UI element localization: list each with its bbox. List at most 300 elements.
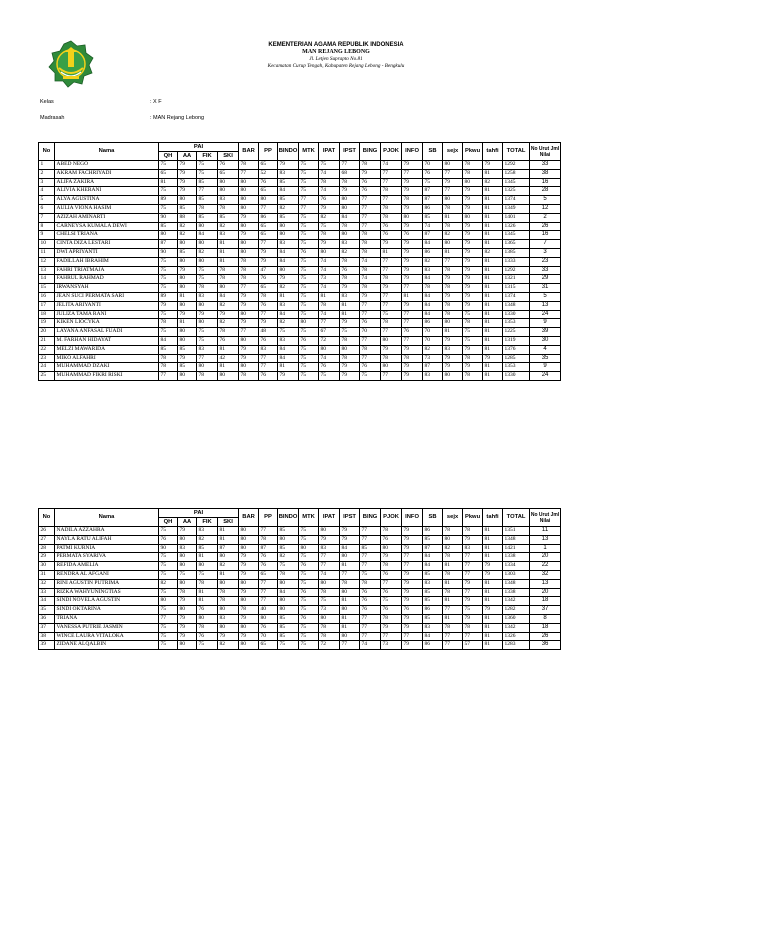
cell-bar: 80	[239, 187, 259, 196]
cell-bing: 77	[360, 354, 381, 363]
cell-pjok: 79	[381, 284, 402, 293]
cell-bindo: 80	[278, 222, 299, 231]
cell-tahfi: 81	[483, 597, 503, 606]
cell-sejx: 80	[443, 319, 463, 328]
cell-qh: 75	[159, 310, 178, 319]
cell-fik: 83	[197, 345, 218, 354]
cell-sejx: 81	[443, 213, 463, 222]
cell-total: 1353	[503, 363, 530, 372]
header-ipst: IPST	[340, 143, 360, 161]
cell-tahfi: 81	[483, 310, 503, 319]
cell-ipat: 74	[319, 187, 340, 196]
cell-qh: 85	[159, 222, 178, 231]
cell-no: 6	[39, 204, 55, 213]
cell-qh: 75	[159, 527, 178, 536]
cell-mtk: 75	[299, 284, 319, 293]
cell-sejx: 78	[443, 222, 463, 231]
cell-fik: 82	[197, 248, 218, 257]
cell-ski: 78	[218, 328, 239, 337]
cell-qh: 76	[159, 535, 178, 544]
cell-info: 77	[402, 169, 423, 178]
cell-bindo: 85	[278, 213, 299, 222]
cell-pkwu: 75	[463, 328, 483, 337]
cell-pp: 77	[259, 579, 278, 588]
cell-bindo: 84	[278, 310, 299, 319]
cell-fik: 78	[197, 372, 218, 381]
cell-qh: 75	[159, 284, 178, 293]
cell-fik: 75	[197, 328, 218, 337]
cell-ski: 79	[218, 310, 239, 319]
cell-qh: 75	[159, 606, 178, 615]
cell-aa: 79	[178, 169, 197, 178]
cell-ski: 80	[218, 553, 239, 562]
cell-nama: IRWANSYAH	[55, 284, 159, 293]
cell-tahfi: 81	[483, 275, 503, 284]
cell-mtk: 75	[299, 372, 319, 381]
header-mtk: MTK	[299, 143, 319, 161]
cell-no: 18	[39, 310, 55, 319]
cell-ipst: 81	[340, 562, 360, 571]
cell-fik: 80	[197, 614, 218, 623]
cell-ipat: 80	[319, 614, 340, 623]
cell-sb: 84	[423, 632, 443, 641]
cell-pp: 76	[259, 301, 278, 310]
cell-sejx: 79	[443, 292, 463, 301]
cell-total: 1225	[503, 328, 530, 337]
cell-bing: 77	[360, 301, 381, 310]
cell-pjok: 79	[381, 553, 402, 562]
cell-no: 25	[39, 372, 55, 381]
cell-nama: ALIFA ZAKIRA	[55, 178, 159, 187]
cell-ipat: 82	[319, 213, 340, 222]
cell-ski: 81	[218, 257, 239, 266]
cell-total: 1325	[503, 187, 530, 196]
cell-bing: 78	[360, 579, 381, 588]
cell-sb: 83	[423, 579, 443, 588]
cell-bindo: 85	[278, 544, 299, 553]
cell-nourut: 12	[530, 204, 561, 213]
kelas-row	[40, 99, 162, 106]
header-info: INFO	[402, 509, 423, 527]
cell-sb: 86	[423, 606, 443, 615]
cell-tahfi: 81	[483, 266, 503, 275]
cell-ipst: 78	[340, 222, 360, 231]
cell-fik: 81	[197, 597, 218, 606]
header-nourut: No Urut Jml Nilai	[530, 143, 561, 161]
cell-sb: 85	[423, 213, 443, 222]
cell-nama: TRIANA	[55, 614, 159, 623]
header-pp: PP	[259, 143, 278, 161]
cell-ipat: 79	[319, 204, 340, 213]
cell-pkwu: 79	[463, 597, 483, 606]
cell-no: 27	[39, 535, 55, 544]
cell-ipst: 80	[340, 196, 360, 205]
cell-info: 77	[402, 319, 423, 328]
cell-fik: 80	[197, 562, 218, 571]
cell-bindo: 80	[278, 606, 299, 615]
cell-info: 79	[402, 275, 423, 284]
cell-info: 76	[402, 231, 423, 240]
cell-qh: 65	[159, 169, 178, 178]
cell-bing: 77	[360, 535, 381, 544]
cell-sejx: 81	[443, 328, 463, 337]
cell-total: 1326	[503, 222, 530, 231]
cell-ipat: 78	[319, 632, 340, 641]
cell-qh: 75	[159, 257, 178, 266]
cell-ipst: 75	[340, 328, 360, 337]
cell-ipat: 76	[319, 196, 340, 205]
cell-info: 80	[402, 213, 423, 222]
cell-mtk: 75	[299, 363, 319, 372]
table-row	[39, 248, 561, 257]
cell-ipat: 74	[319, 310, 340, 319]
cell-bing: 74	[360, 257, 381, 266]
cell-pp: 65	[259, 570, 278, 579]
cell-nama: MUHAMMAD FIKRI RISKI	[55, 372, 159, 381]
cell-sb: 86	[423, 319, 443, 328]
cell-bar: 78	[239, 161, 259, 170]
cell-nourut: 18	[530, 623, 561, 632]
cell-qh: 75	[159, 275, 178, 284]
cell-bar: 80	[239, 527, 259, 536]
cell-total: 1333	[503, 257, 530, 266]
cell-ski: 78	[218, 597, 239, 606]
table-row	[39, 284, 561, 293]
cell-no: 9	[39, 231, 55, 240]
cell-pkwu: 78	[463, 354, 483, 363]
table-row	[39, 328, 561, 337]
cell-no: 33	[39, 588, 55, 597]
cell-bing: 76	[360, 187, 381, 196]
cell-sejx: 79	[443, 178, 463, 187]
cell-ipat: 74	[319, 169, 340, 178]
cell-ski: 80	[218, 606, 239, 615]
cell-pkwu: 79	[463, 222, 483, 231]
cell-nourut: 16	[530, 231, 561, 240]
cell-bing: 77	[360, 632, 381, 641]
cell-no: 20	[39, 328, 55, 337]
cell-tahfi: 79	[483, 562, 503, 571]
cell-tahfi: 81	[483, 319, 503, 328]
cell-ipst: 78	[340, 275, 360, 284]
cell-sejx: 78	[443, 266, 463, 275]
cell-bing: 76	[360, 363, 381, 372]
cell-nourut: 5	[530, 196, 561, 205]
cell-bindo: 80	[278, 597, 299, 606]
cell-pp: 79	[259, 248, 278, 257]
cell-mtk: 75	[299, 257, 319, 266]
cell-pjok: 79	[381, 623, 402, 632]
cell-fik: 80	[197, 222, 218, 231]
cell-ipst: 80	[340, 632, 360, 641]
cell-mtk: 75	[299, 632, 319, 641]
cell-bing: 76	[360, 588, 381, 597]
cell-pkwu: 78	[463, 161, 483, 170]
header-bar: BAR	[239, 509, 259, 527]
school-name: MAN REJANG LEBONG	[302, 49, 370, 55]
cell-sejx: 77	[443, 641, 463, 650]
cell-sb: 70	[423, 328, 443, 337]
cell-bindo: 84	[278, 354, 299, 363]
table-row	[39, 257, 561, 266]
cell-mtk: 75	[299, 222, 319, 231]
cell-tahfi: 79	[483, 570, 503, 579]
cell-nama: ZIDANE ALQALBIN	[55, 641, 159, 650]
cell-info: 79	[402, 597, 423, 606]
cell-ski: 81	[218, 248, 239, 257]
cell-fik: 80	[197, 301, 218, 310]
cell-tahfi: 81	[483, 544, 503, 553]
cell-pjok: 77	[381, 292, 402, 301]
cell-sejx: 79	[443, 336, 463, 345]
cell-mtk: 80	[299, 319, 319, 328]
cell-nama: JULIZA TAMA RANI	[55, 310, 159, 319]
cell-nama: JEAN SUCI PERMATA SARI	[55, 292, 159, 301]
cell-ipst: 79	[340, 535, 360, 544]
cell-ski: 80	[218, 187, 239, 196]
grades-table-page-2	[38, 508, 561, 650]
cell-pp: 65	[259, 187, 278, 196]
cell-ipst: 81	[340, 614, 360, 623]
cell-no: 21	[39, 336, 55, 345]
table-row	[39, 301, 561, 310]
cell-info: 79	[402, 363, 423, 372]
cell-aa: 79	[178, 266, 197, 275]
cell-bindo: 75	[278, 641, 299, 650]
cell-ipat: 78	[319, 623, 340, 632]
cell-bing: 78	[360, 345, 381, 354]
cell-mtk: 75	[299, 579, 319, 588]
cell-ipst: 79	[340, 284, 360, 293]
cell-sb: 87	[423, 187, 443, 196]
cell-sb: 86	[423, 527, 443, 536]
cell-fik: 79	[197, 310, 218, 319]
cell-ipst: 76	[340, 266, 360, 275]
cell-bindo: 83	[278, 301, 299, 310]
cell-total: 1374	[503, 292, 530, 301]
letterhead	[200, 42, 472, 69]
cell-pp: 77	[259, 597, 278, 606]
cell-ipst: 77	[340, 570, 360, 579]
cell-nourut: 13	[530, 535, 561, 544]
cell-nama: CARNEYSA KUMALA DEWI	[55, 222, 159, 231]
cell-ipat: 80	[319, 527, 340, 536]
table-row	[39, 222, 561, 231]
header-pkwu: Pkwu	[463, 509, 483, 527]
cell-nourut: 3	[530, 248, 561, 257]
cell-ipat: 74	[319, 266, 340, 275]
cell-sb: 83	[423, 623, 443, 632]
cell-sb: 75	[423, 178, 443, 187]
cell-pp: 80	[259, 196, 278, 205]
cell-nama: VANESSA PUTRIE JASMIN	[55, 623, 159, 632]
cell-sejx: 82	[443, 544, 463, 553]
cell-info: 77	[402, 336, 423, 345]
cell-aa: 88	[178, 213, 197, 222]
cell-aa: 85	[178, 363, 197, 372]
cell-sb: 84	[423, 292, 443, 301]
cell-ipst: 83	[340, 292, 360, 301]
table-row	[39, 161, 561, 170]
cell-ipat: 74	[319, 257, 340, 266]
cell-ipst: 78	[340, 336, 360, 345]
cell-bar: 80	[239, 544, 259, 553]
cell-nourut: 39	[530, 328, 561, 337]
cell-ipst: 77	[340, 161, 360, 170]
cell-sejx: 77	[443, 169, 463, 178]
cell-total: 1376	[503, 345, 530, 354]
cell-fik: 85	[197, 196, 218, 205]
cell-pkwu: 79	[463, 187, 483, 196]
cell-qh: 79	[159, 301, 178, 310]
cell-ipst: 80	[340, 606, 360, 615]
cell-fik: 83	[197, 527, 218, 536]
cell-fik: 85	[197, 178, 218, 187]
school-address: Jl. Letjen Suprapto No.81	[309, 56, 363, 62]
cell-bar: 80	[239, 597, 259, 606]
table-row	[39, 641, 561, 650]
cell-pjok: 76	[381, 231, 402, 240]
header-aa: AA	[178, 518, 197, 527]
cell-fik: 76	[197, 632, 218, 641]
cell-info: 76	[402, 606, 423, 615]
cell-nama: MUHAMMAD DZAKI	[55, 363, 159, 372]
cell-pjok: 78	[381, 562, 402, 571]
cell-nama: CINTA DIZA LESTARI	[55, 240, 159, 249]
cell-qh: 75	[159, 570, 178, 579]
cell-nourut: 36	[530, 641, 561, 650]
cell-bindo: 81	[278, 292, 299, 301]
cell-sejx: 81	[443, 579, 463, 588]
cell-pjok: 80	[381, 544, 402, 553]
cell-bing: 77	[360, 623, 381, 632]
cell-bindo: 82	[278, 284, 299, 293]
cell-bar: 80	[239, 623, 259, 632]
table-row	[39, 527, 561, 536]
cell-no: 38	[39, 632, 55, 641]
cell-ski: 81	[218, 345, 239, 354]
cell-bar: 78	[239, 257, 259, 266]
table-row	[39, 213, 561, 222]
cell-nourut: 31	[530, 284, 561, 293]
cell-pp: 86	[259, 213, 278, 222]
cell-total: 1348	[503, 535, 530, 544]
cell-fik: 81	[197, 553, 218, 562]
cell-ipat: 83	[319, 544, 340, 553]
cell-mtk: 75	[299, 178, 319, 187]
cell-bing: 78	[360, 248, 381, 257]
cell-total: 1360	[503, 614, 530, 623]
madrasah-row	[40, 115, 205, 122]
cell-no: 1	[39, 161, 55, 170]
cell-nourut: 35	[530, 354, 561, 363]
cell-ski: 76	[218, 161, 239, 170]
table-row	[39, 632, 561, 641]
cell-aa: 79	[178, 614, 197, 623]
cell-nama: ALYA AGUSTINA	[55, 196, 159, 205]
cell-info: 79	[402, 614, 423, 623]
cell-info: 77	[402, 284, 423, 293]
cell-pjok: 77	[381, 301, 402, 310]
cell-pp: 40	[259, 606, 278, 615]
cell-qh: 85	[159, 345, 178, 354]
cell-tahfi: 81	[483, 240, 503, 249]
cell-sb: 83	[423, 372, 443, 381]
cell-pp: 70	[259, 632, 278, 641]
cell-mtk: 75	[299, 231, 319, 240]
cell-qh: 77	[159, 614, 178, 623]
cell-pkwu: 78	[463, 169, 483, 178]
cell-info: 79	[402, 266, 423, 275]
cell-sejx: 83	[443, 345, 463, 354]
cell-ski: 79	[218, 632, 239, 641]
cell-bing: 85	[360, 544, 381, 553]
cell-info: 79	[402, 588, 423, 597]
cell-nama: SINDI OKTARINA	[55, 606, 159, 615]
cell-sejx: 79	[443, 275, 463, 284]
cell-bindo: 81	[278, 363, 299, 372]
cell-nourut: 20	[530, 553, 561, 562]
cell-total: 1334	[503, 562, 530, 571]
cell-mtk: 75	[299, 240, 319, 249]
cell-aa: 79	[178, 310, 197, 319]
cell-pkwu: 79	[463, 204, 483, 213]
cell-nourut: 13	[530, 301, 561, 310]
cell-ipst: 81	[340, 301, 360, 310]
table-row	[39, 614, 561, 623]
cell-ski: 80	[218, 623, 239, 632]
cell-tahfi: 82	[483, 248, 503, 257]
cell-info: 79	[402, 257, 423, 266]
table-row	[39, 231, 561, 240]
cell-aa: 80	[178, 562, 197, 571]
header-sb: SB	[423, 509, 443, 527]
cell-bing: 77	[360, 336, 381, 345]
cell-ski: 81	[218, 240, 239, 249]
cell-no: 4	[39, 187, 55, 196]
cell-sb: 85	[423, 588, 443, 597]
cell-tahfi: 81	[483, 336, 503, 345]
cell-pjok: 76	[381, 570, 402, 579]
cell-info: 79	[402, 641, 423, 650]
cell-qh: 75	[159, 623, 178, 632]
cell-bindo: 85	[278, 178, 299, 187]
cell-sb: 87	[423, 196, 443, 205]
cell-pkwu: 75	[463, 336, 483, 345]
cell-nourut: 5	[530, 292, 561, 301]
cell-no: 31	[39, 570, 55, 579]
cell-pjok: 78	[381, 354, 402, 363]
cell-nama: WINCE LAURA VITALOKA	[55, 632, 159, 641]
cell-aa: 79	[178, 354, 197, 363]
cell-sb: 86	[423, 248, 443, 257]
cell-pp: 77	[259, 204, 278, 213]
cell-pp: 65	[259, 222, 278, 231]
cell-aa: 85	[178, 248, 197, 257]
table-row	[39, 570, 561, 579]
cell-pkwu: 79	[463, 292, 483, 301]
cell-bar: 80	[239, 535, 259, 544]
cell-total: 1345	[503, 231, 530, 240]
cell-ipat: 78	[319, 231, 340, 240]
cell-qh: 75	[159, 187, 178, 196]
cell-ski: 78	[218, 204, 239, 213]
cell-ipat: 80	[319, 345, 340, 354]
cell-pjok: 77	[381, 169, 402, 178]
cell-sb: 84	[423, 301, 443, 310]
cell-mtk: 75	[299, 535, 319, 544]
cell-total: 1292	[503, 266, 530, 275]
